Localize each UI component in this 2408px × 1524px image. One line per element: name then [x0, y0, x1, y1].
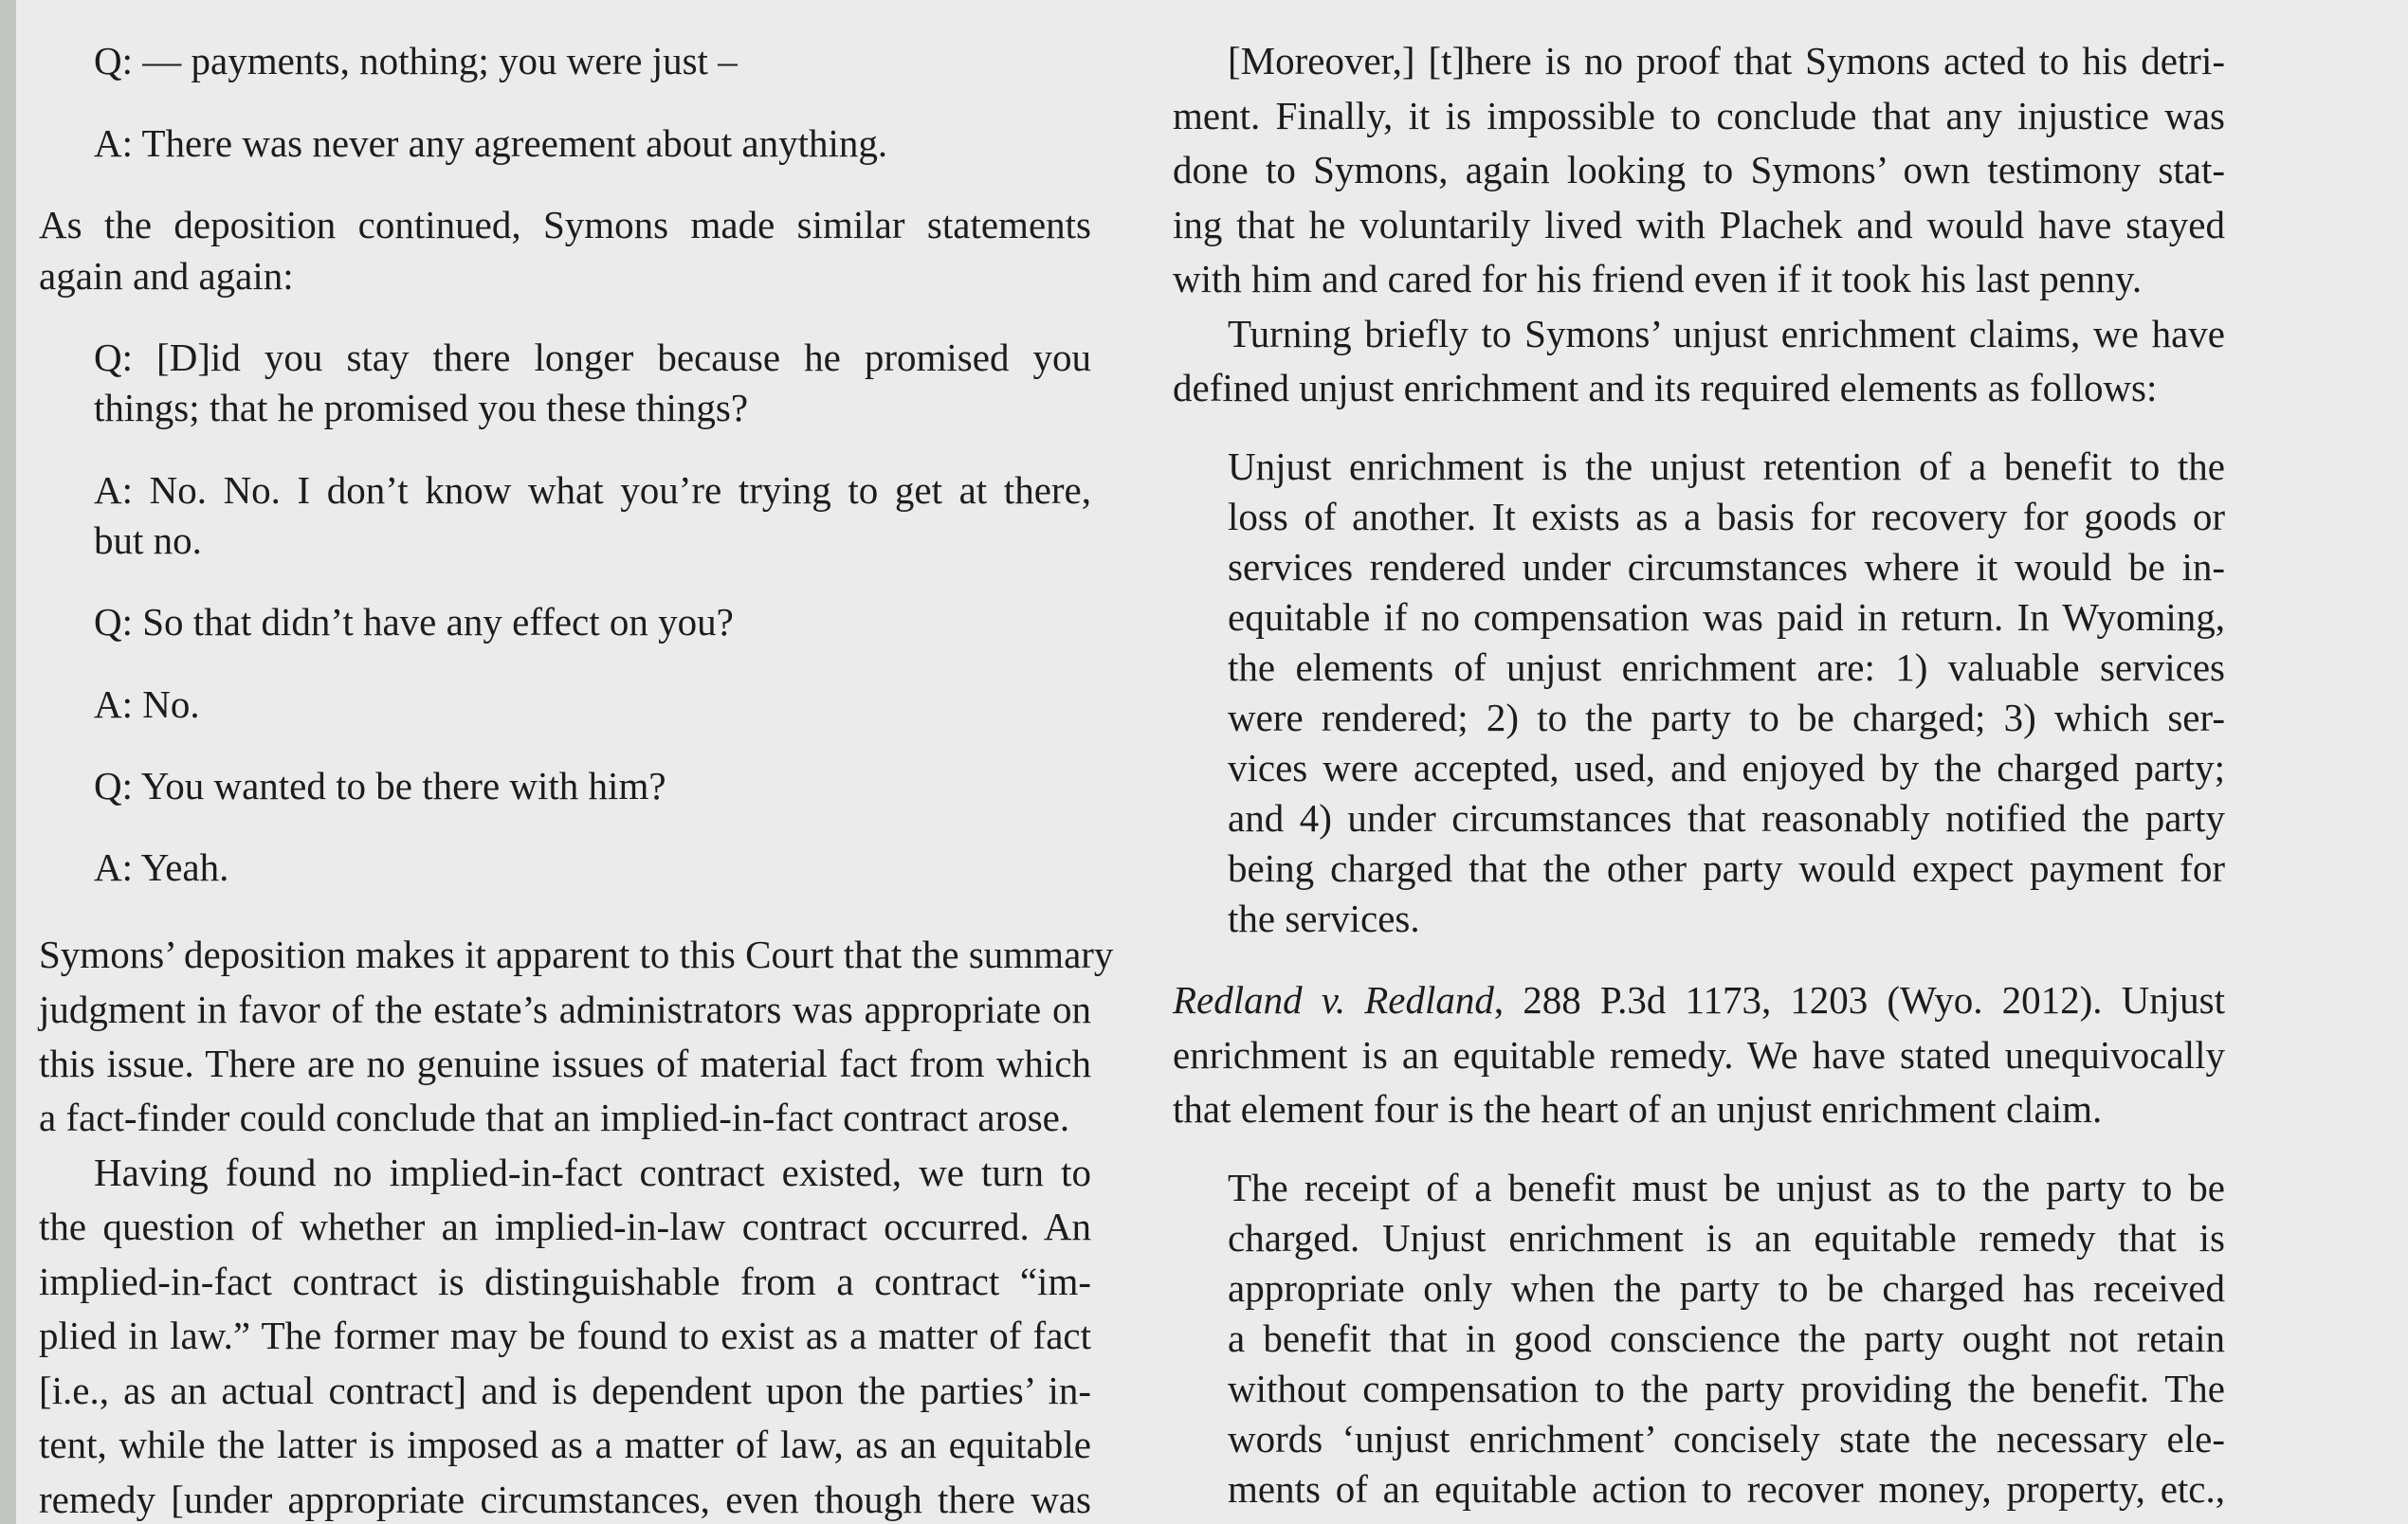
- deposition-answer: but no.: [94, 518, 202, 562]
- body-line: ment. Finally, it is impossible to conclude that any injustice was: [1173, 94, 2225, 137]
- body-line: remedy [under appropriate circumstances, even though there was: [39, 1478, 1091, 1521]
- block-quote-line: equitable if no compensation was paid in return. In Wyoming,: [1228, 595, 2225, 639]
- citation-line: [1173, 976, 2225, 1024]
- block-quote-line: Unjust enrichment is the unjust retention of a benefit to the: [1228, 444, 2225, 488]
- block-quote-line: a benefit that in good conscience the party ought not retain: [1228, 1316, 2225, 1360]
- body-line: this issue. There are no genuine issues of material fact from which: [39, 1042, 1091, 1085]
- body-line: Symons’ deposition makes it apparent to this Court that the summary: [39, 933, 1114, 976]
- block-quote-line: being charged that the other party would expect payment for: [1228, 846, 2225, 890]
- body-line: judgment in favor of the estate’s administrators was appropriate on: [39, 988, 1091, 1031]
- deposition-answer: A: No. No. I don’t know what you’re trying to get at there,: [94, 468, 1091, 512]
- block-quote-line: and 4) under circumstances that reasonably notified the party: [1228, 796, 2225, 840]
- body-line: plied in law.” The former may be found to exist as a matter of fact: [39, 1314, 1091, 1357]
- body-line: Turning briefly to Symons’ unjust enrichment claims, we have: [1228, 312, 2225, 355]
- case-citation: Redland v. Redland: [1173, 978, 1494, 1022]
- body-line: with him and cared for his friend even if it took his last penny.: [1173, 257, 2143, 300]
- block-quote-line: the elements of unjust enrichment are: 1) valuable services: [1228, 645, 2225, 689]
- deposition-answer: A: No.: [94, 682, 200, 726]
- body-line: enrichment is an equitable remedy. We have stated unequivocally: [1173, 1033, 2225, 1077]
- body-line: Having found no implied-in-fact contract existed, we turn to: [94, 1151, 1091, 1194]
- deposition-question: Q: [D]id you stay there longer because he promised you: [94, 336, 1091, 379]
- body-line: tent, while the latter is imposed as a matter of law, as an equitable: [39, 1423, 1091, 1466]
- deposition-question: Q: — payments, nothing; you were just –: [94, 39, 738, 82]
- body-line: [Moreover,] [t]here is no proof that Symons acted to his detri-: [1228, 39, 2225, 82]
- body-line: the question of whether an implied-in-law contract occurred. An: [39, 1205, 1091, 1248]
- block-quote-line: the services.: [1228, 897, 1420, 940]
- block-quote-line: services rendered under circumstances where it would be in-: [1228, 545, 2225, 589]
- body-line: [i.e., as an actual contract] and is dependent upon the parties’ in-: [39, 1369, 1091, 1412]
- block-quote-line: words ‘unjust enrichment’ concisely state the necessary ele-: [1228, 1417, 2225, 1460]
- page-edge: [0, 0, 16, 1524]
- body-line: implied-in-fact contract is distinguishable from a contract “im-: [39, 1260, 1091, 1303]
- body-line: that element four is the heart of an unjust enrichment claim.: [1173, 1087, 2103, 1131]
- block-quote-line: vices were accepted, used, and enjoyed by the charged party;: [1228, 746, 2225, 789]
- block-quote-line: The receipt of a benefit must be unjust as to the party to be: [1228, 1166, 2225, 1209]
- block-quote-line: without compensation to the party providing the benefit. The: [1228, 1367, 2225, 1410]
- body-line: again and again:: [39, 254, 294, 298]
- deposition-answer: A: There was never any agreement about anything.: [94, 121, 888, 165]
- body-line: ing that he voluntarily lived with Plachek and would have stayed: [1173, 203, 2225, 246]
- body-line: defined unjust enrichment and its required elements as follows:: [1173, 366, 2158, 409]
- deposition-answer: A: Yeah.: [94, 845, 229, 889]
- block-quote-line: were rendered; 2) to the party to be charged; 3) which ser-: [1228, 696, 2225, 739]
- body-line: a fact-finder could conclude that an implied-in-fact contract arose.: [39, 1096, 1070, 1139]
- body-line: As the deposition continued, Symons made similar statements: [39, 203, 1091, 246]
- deposition-question: Q: You wanted to be there with him?: [94, 764, 666, 807]
- citation-reporter: , 288 P.3d 1173, 1203 (Wyo. 2012). Unjust: [1493, 978, 2226, 1022]
- block-quote-line: appropriate only when the party to be charged has received: [1228, 1266, 2225, 1310]
- block-quote-line: loss of another. It exists as a basis for recovery for goods or: [1228, 495, 2225, 538]
- block-quote-line: ments of an equitable action to recover money, property, etc.,: [1228, 1467, 2225, 1511]
- block-quote-line: charged. Unjust enrichment is an equitable remedy that is: [1228, 1216, 2225, 1260]
- body-line: done to Symons, again looking to Symons’ own testimony stat-: [1173, 148, 2225, 191]
- deposition-question: Q: So that didn’t have any effect on you?: [94, 600, 734, 644]
- deposition-question: things; that he promised you these things?: [94, 386, 749, 429]
